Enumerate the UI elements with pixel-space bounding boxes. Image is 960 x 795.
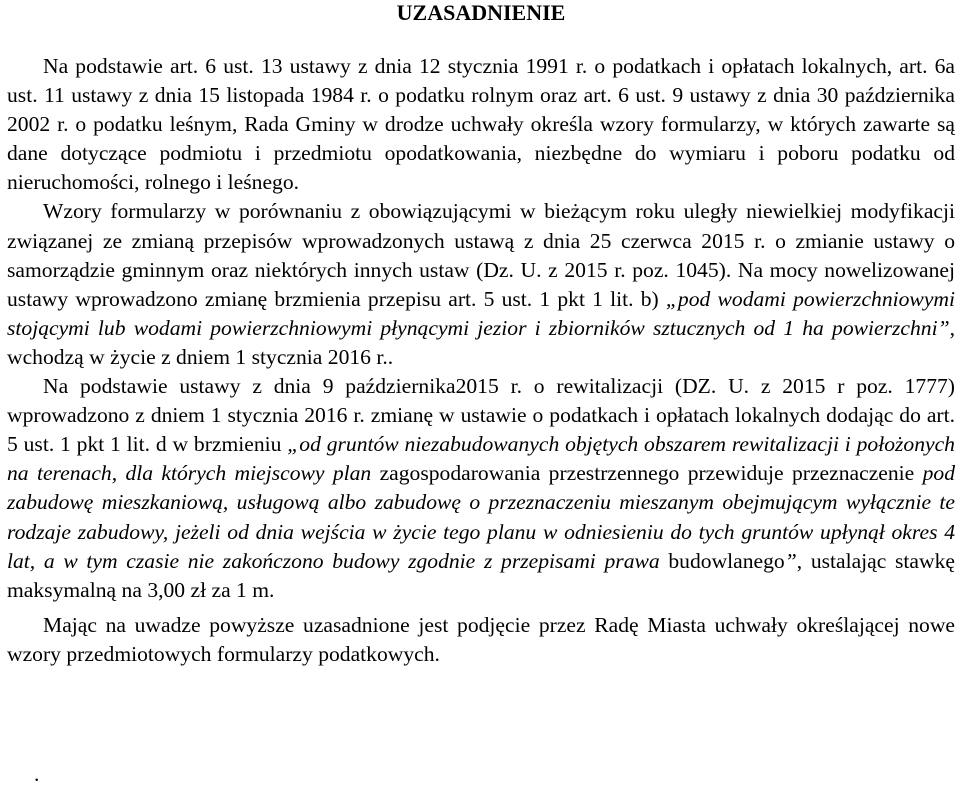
paragraph-form-changes-text: Wzory formularzy w porównaniu z obowiązującymi w bieżącym roku uległy niewielkiej modyfikacji związanej ze zmianą przepisów wprowadzonych ustawą z dnia 25 czerwca 2015 r. o zmianie ustawy o samorządzie gminnym oraz niektórych innych ustaw (Dz. U. z 2015 r. poz. 1045). Na mocy nowelizowanej ustawy wprowadzono zmianę brzmienia przepisu art. 5 ust. 1 pkt 1 lit. b) — [7, 199, 955, 311]
paragraph-conclusion: Mając na uwadze powyższe uzasadnione jest podjęcie przez Radę Miasta uchwały określającej nowe wzory przedmiotowych formularzy podatkowych. — [7, 612, 955, 666]
quoted-provision-land-1: „od gruntów niezabudowanych objętych obszarem rewitalizacji i położonych na terenach, dla których miejscowy plan — [7, 432, 955, 486]
paragraph-revitalization-text: Na podstawie ustawy z dnia 9 października2015 r. o rewitalizacji (DZ. U. z 2015 r poz. 1777) wprowadzono z dniem 1 stycznia 2016 r. zmianę w ustawie o podatkach i opłatach lokalnych dodając do art. 5 ust. 1 pkt 1 lit. d w brzmieniu — [7, 374, 955, 457]
paragraph-form-changes-tail: , wchodzą w życie z dniem 1 stycznia 2016 r.. — [7, 315, 955, 369]
paragraph-form-changes — [7, 197, 955, 372]
quoted-provision-water: „pod wodami powierzchniowymi stojącymi lub wodami powierzchniowymi płynącymi jezior i zbiorników sztucznych od 1 ha powierzchni” — [7, 286, 956, 340]
paragraph-revitalization — [7, 372, 955, 605]
quoted-provision-land-end: ” — [784, 548, 797, 573]
trailing-dot: . — [34, 762, 40, 786]
quoted-provision-land-plain: zagospodarowania przestrzennego przewiduje przeznaczenie — [379, 461, 915, 486]
document-page — [7, 0, 955, 669]
paragraph-legal-basis: Na podstawie art. 6 ust. 13 ustawy z dnia 12 stycznia 1991 r. o podatkach i opłatach lokalnych, art. 6a ust. 11 ustawy z dnia 15 listopada 1984 r. o podatku rolnym oraz art. 6 ust. 9 ustawy z dnia 30 października 2002 r. o podatku leśnym, Rada Gminy w drodze uchwały określa wzory formularzy, w których zawarte są dane dotyczące podmiotu i przedmiotu opodatkowania, niezbędne do wymiaru i poboru podatku od nieruchomości, rolnego i leśnego. — [7, 54, 955, 195]
document-title: UZASADNIENIE — [396, 0, 566, 25]
quoted-provision-land-plain-2: budowlanego — [668, 548, 785, 573]
quoted-provision-land-2: pod zabudowę mieszkaniową, usługową albo zabudowę o przeznaczeniu mieszanym obejmującym wyłącznie te rodzaje zabudowy, jeżeli od dnia wejścia w życie tego planu w odniesieniu do tych gruntów upłynął okres 4 lat, a w tym czasie nie zakończono budowy zgodnie z przepisami prawa — [7, 461, 956, 573]
paragraph-revitalization-tail: , ustalając stawkę maksymalną na 3,00 zł za 1 m. — [7, 548, 955, 602]
